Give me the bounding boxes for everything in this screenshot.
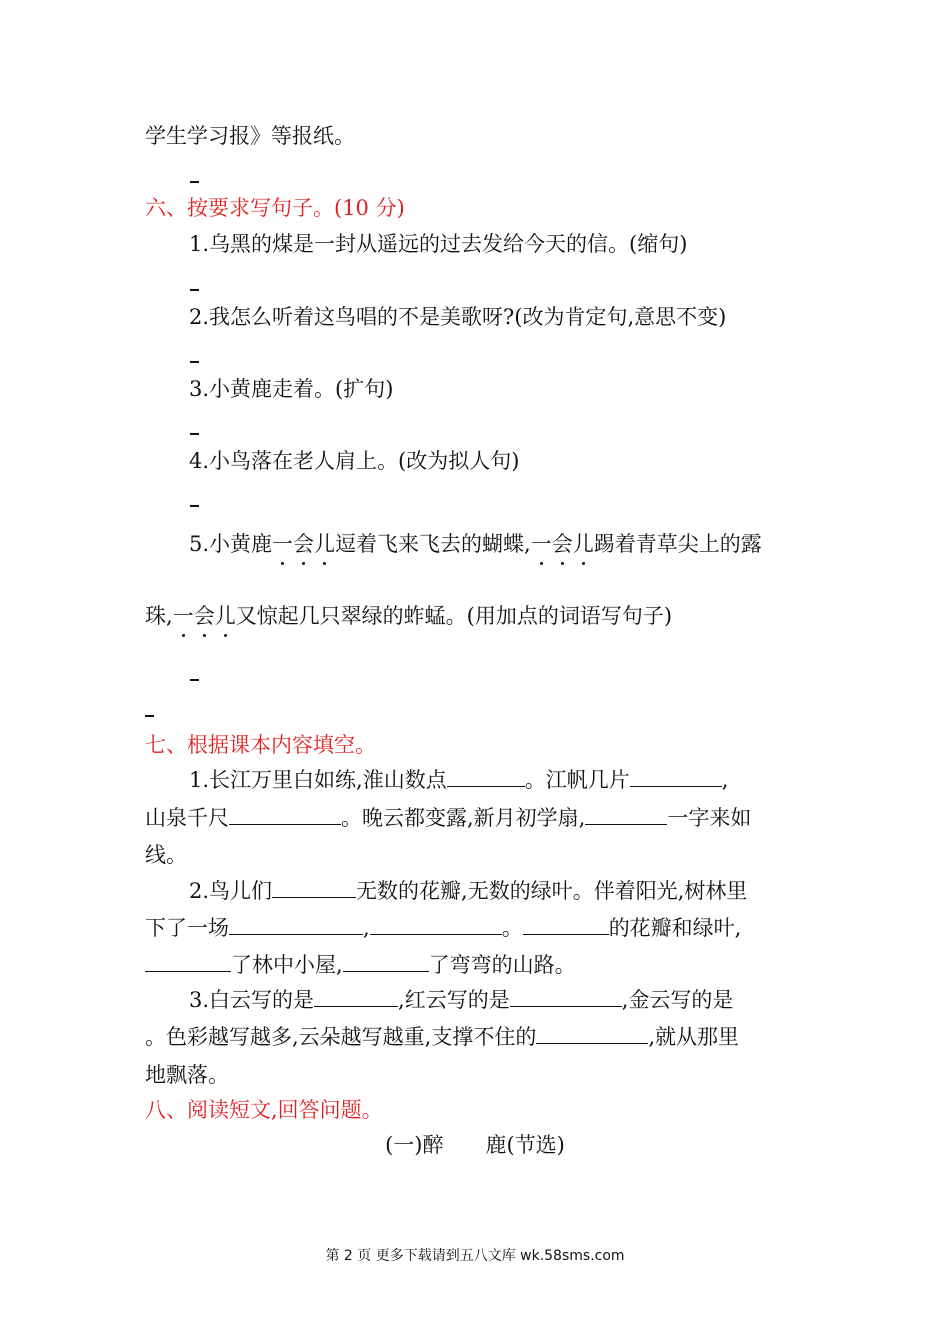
section-8-title: 八、阅读短文,回答问题。 — [145, 1098, 383, 1122]
fill-text: 。 — [501, 916, 523, 940]
fill-text: 。江帆几片 — [524, 768, 630, 792]
question-6-5-line1 — [189, 532, 762, 556]
fill-blank[interactable] — [523, 916, 609, 935]
fill-7-2-line2 — [145, 916, 741, 940]
answer-line — [190, 679, 199, 681]
fill-blank[interactable] — [229, 916, 363, 935]
question-6-1: 1.乌黑的煤是一封从遥远的过去发给今天的信。(缩句) — [189, 232, 688, 256]
question-6-3: 3.小黄鹿走着。(扩句) — [189, 377, 394, 401]
fill-7-1-line3: 线。 — [145, 843, 187, 867]
fill-blank[interactable] — [314, 988, 398, 1007]
emphasis-char: 一 — [530, 532, 552, 556]
q5-text: 又惊起几只翠绿的蚱蜢。(用加点的词语写句子) — [235, 604, 673, 628]
fill-7-3-line3: 地飘落。 — [145, 1063, 229, 1087]
fill-text: 。晚云都变露,新月初学扇, — [341, 806, 586, 830]
emphasis-char: 会 — [551, 532, 573, 556]
dotted-word — [173, 604, 236, 628]
answer-line — [190, 505, 199, 507]
emphasis-char: 儿 — [572, 532, 594, 556]
fill-7-3-line2 — [145, 1025, 739, 1049]
answer-line — [190, 181, 199, 183]
fill-text: 了弯弯的山路。 — [428, 953, 576, 977]
emphasis-char: 儿 — [314, 532, 336, 556]
fill-text: 的花瓣和绿叶, — [608, 916, 742, 940]
fill-blank[interactable] — [145, 953, 231, 972]
q5-text: 珠, — [145, 604, 173, 628]
fill-text: 2.鸟儿们 — [189, 879, 273, 903]
fill-text: 3.白云写的是 — [189, 988, 315, 1012]
emphasis-char: 会 — [193, 604, 215, 628]
dotted-word — [531, 532, 594, 556]
fill-blank[interactable] — [370, 916, 502, 935]
fill-text: 无数的花瓣,无数的绿叶。伴着阳光,树林里 — [356, 879, 748, 903]
question-6-5-line2 — [145, 604, 672, 628]
fill-text: 。色彩越写越多,云朵越写越重,支撑不住的 — [145, 1025, 537, 1049]
intro-line: 学生学习报》等报纸。 — [145, 124, 355, 148]
emphasis-char: 会 — [293, 532, 315, 556]
fill-text: , — [363, 916, 370, 940]
fill-text: ,红云写的是 — [398, 988, 510, 1012]
fill-blank[interactable] — [447, 768, 525, 787]
fill-7-1-line1 — [189, 768, 728, 792]
passage-title: (一)醉 鹿(节选) — [385, 1133, 565, 1157]
fill-7-1-line2 — [145, 806, 751, 830]
fill-text: 一字来如 — [667, 806, 752, 830]
fill-blank[interactable] — [585, 806, 667, 825]
fill-7-2-line1 — [189, 879, 747, 903]
emphasis-char: 一 — [272, 532, 294, 556]
answer-line — [190, 289, 199, 291]
fill-blank[interactable] — [272, 879, 356, 898]
answer-line — [190, 433, 199, 435]
q5-text: 逗着飞来飞去的蝴蝶, — [335, 532, 531, 556]
fill-text: 山泉千尺 — [145, 806, 229, 830]
fill-7-2-line3 — [145, 953, 576, 977]
fill-text: , — [721, 768, 729, 792]
fill-blank[interactable] — [630, 768, 722, 787]
page-footer: 第 2 页 更多下载请到五八文库 wk.58sms.com — [325, 1248, 625, 1264]
section-6-title: 六、按要求写句子。(10 分) — [145, 196, 405, 220]
fill-7-3-line1 — [189, 988, 733, 1012]
fill-text: 了林中小屋, — [231, 953, 343, 977]
q5-text: 踢着青草尖上的露 — [593, 532, 762, 556]
fill-blank[interactable] — [510, 988, 622, 1007]
fill-text: ,金云写的是 — [621, 988, 734, 1012]
fill-blank[interactable] — [343, 953, 429, 972]
fill-text: 下了一场 — [145, 916, 229, 940]
section-7-title: 七、根据课本内容填空。 — [145, 733, 376, 757]
question-6-4: 4.小鸟落在老人肩上。(改为拟人句) — [189, 449, 520, 473]
question-6-2: 2.我怎么听着这鸟唱的不是美歌呀?(改为肯定句,意思不变) — [189, 305, 727, 329]
fill-blank[interactable] — [536, 1025, 648, 1044]
answer-line — [145, 715, 154, 717]
answer-line — [190, 361, 199, 363]
emphasis-char: 一 — [172, 604, 194, 628]
fill-blank[interactable] — [229, 806, 341, 825]
fill-text: 1.长江万里白如练,淮山数点 — [189, 768, 447, 792]
q5-text: 5.小黄鹿 — [189, 532, 273, 556]
emphasis-char: 儿 — [214, 604, 236, 628]
dotted-word — [272, 532, 335, 556]
fill-text: ,就从那里 — [648, 1025, 740, 1049]
